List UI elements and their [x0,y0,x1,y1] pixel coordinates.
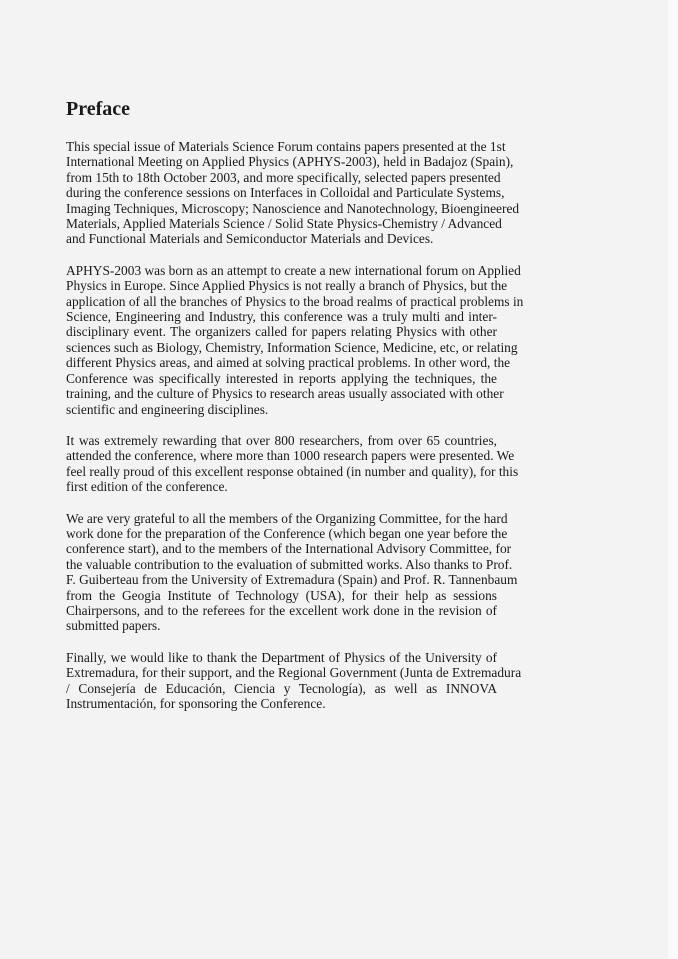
text-line: It was extremely rewarding that over 800 researchers, from over 65 countries, [66,432,497,448]
text-line: and Functional Materials and Semiconductor Materials and Devices. [66,231,434,247]
paragraphs [66,139,524,711]
paragraph [66,649,522,712]
text-line: attended the conference, where more than 1000 research papers were presented. We [66,448,515,464]
text-line: We are very grateful to all the members of the Organizing Committee, for the hard [66,510,508,526]
text-line: first edition of the conference. [66,479,228,495]
text-line: F. Guiberteau from the University of Extremadura (Spain) and Prof. R. Tannenbaum [66,572,518,588]
text-line: This special issue of Materials Science Forum contains papers presented at the 1st [66,139,506,154]
text-line: training, and the culture of Physics to research areas usually associated with other [66,386,504,402]
text-line: the valuable contribution to the evaluation of submitted works. Also thanks to Prof. [66,556,513,572]
text-line: Chairpersons, and to the referees for the excellent work done in the revision of [66,602,497,618]
text-line: Imaging Techniques, Microscopy; Nanoscience and Nanotechnology, Bioengineered [66,200,520,216]
text-line: from 15th to 18th October 2003, and more specifically, selected papers presented [66,169,501,185]
text-line: Extremadura, for their support, and the Regional Government (Junta de Extremadura [66,665,522,681]
text-line: Materials, Applied Materials Science / Solid State Physics-Chemistry / Advanced [66,216,502,232]
text-line: Finally, we would like to thank the Department of Physics of the University of [66,649,497,665]
text-line: submitted papers. [66,618,161,634]
text-line: International Meeting on Applied Physics (APHYS-2003), held in Badajoz (Spain), [66,154,514,170]
paragraph [66,139,520,247]
text-line: APHYS-2003 was born as an attempt to create a new international forum on Applied [66,262,521,278]
text-line: scientific and engineering disciplines. [66,401,269,417]
text-line: / Consejería de Educación, Ciencia y Tecnología), as well as INNOVA [66,680,497,696]
text-line: feel really proud of this excellent response obtained (in number and quality), for this [66,463,519,479]
text-line: Conference was specifically interested in reports applying the techniques, the [66,370,497,386]
text-line: Physics in Europe. Since Applied Physics is not really a branch of Physics, but the [66,278,508,294]
text-line: work done for the preparation of the Conference (which began one year before the [66,525,508,541]
text-line: from the Geogia Institute of Technology (USA), for their help as sessions [66,587,497,603]
text-line: application of all the branches of Physics to the broad realms of practical problems in [66,293,524,309]
text-line: sciences such as Biology, Chemistry, Information Science, Medicine, etc, or relating [66,339,518,355]
text-line: conference start), and to the members of the International Advisory Committee, for [66,541,512,557]
page-edge [668,0,678,959]
paragraph [66,432,519,495]
text-line: disciplinary event. The organizers called for papers relating Physics with other [66,324,497,340]
page-title: Preface [66,98,131,120]
text-line: different Physics areas, and aimed at solving practical problems. In other word, the [66,355,511,371]
paragraph [66,510,518,634]
paragraph [66,262,524,417]
text-line: Instrumentación, for sponsoring the Conference. [66,696,326,711]
text-line: Science, Engineering and Industry, this conference was a truly multi and inter- [66,309,497,325]
text-line: during the conference sessions on Interfaces in Colloidal and Particulate Systems, [66,185,505,201]
